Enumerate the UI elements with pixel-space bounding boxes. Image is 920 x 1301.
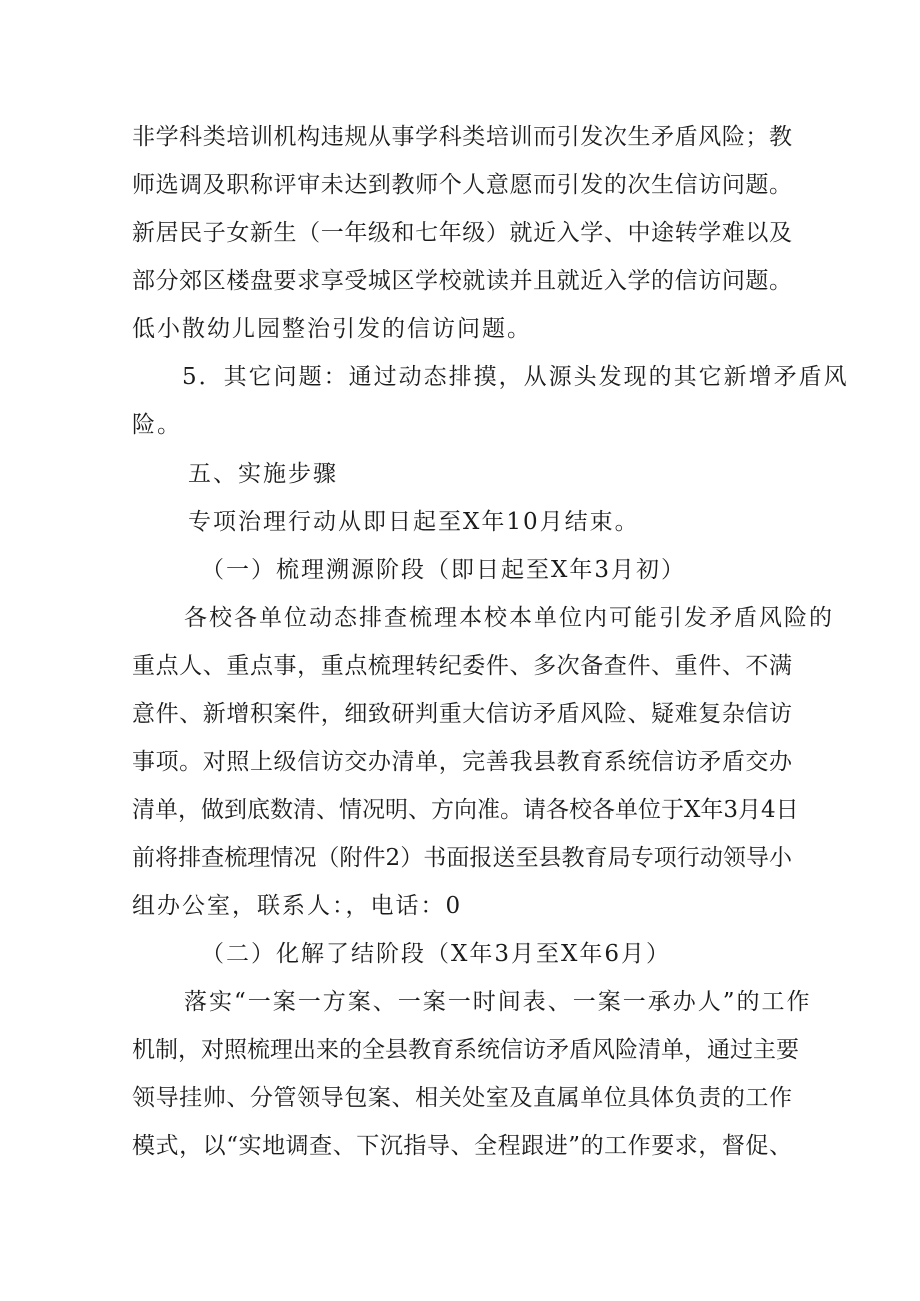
body-text-line: 重点人、重点事，重点梳理转纪委件、多次备查件、重件、不满 — [132, 653, 792, 679]
body-text-line: 意件、新增积案件，细致研判重大信访矛盾风险、疑难复杂信访 — [132, 701, 792, 727]
body-text-line: 师选调及职称评审未达到教师个人意愿而引发的次生信访问题。 — [132, 172, 792, 198]
body-text-line: 事项。对照上级信访交办清单，完善我县教育系统信访矛盾交办 — [132, 749, 792, 775]
body-text-line: 模式，以“实地调查、下沉指导、全程跟进”的工作要求，督促、 — [132, 1133, 792, 1159]
body-text-line: 各校各单位动态排查梳理本校本单位内可能引发矛盾风险的 — [184, 605, 834, 631]
body-text-line: 新居民子女新生（一年级和七年级）就近入学、中途转学难以及 — [132, 220, 792, 246]
body-text-line: 部分郊区楼盘要求享受城区学校就读并且就近入学的信访问题。 — [132, 268, 792, 294]
body-text-line: 非学科类培训机构违规从事学科类培训而引发次生矛盾风险；教 — [132, 124, 792, 150]
body-text-line: 险。 — [132, 412, 182, 438]
body-text-line: 领导挂帅、分管领导包案、相关处室及直属单位具体负责的工作 — [132, 1085, 792, 1111]
subsection-heading: （二）化解了结阶段（X年3月至X年6月） — [201, 941, 672, 967]
body-text-line: 专项治理行动从即日起至X年10月结束。 — [188, 509, 640, 535]
section-heading: 五、实施步骤 — [188, 461, 338, 487]
body-text-line: 机制，对照梳理出来的全县教育系统信访矛盾风险清单，通过主要 — [132, 1037, 799, 1063]
body-text-line: 前将排查梳理情况（附件2）书面报送至县教育局专项行动领导小 — [132, 845, 792, 871]
body-text-line: 低小散幼儿园整治引发的信访问题。 — [132, 316, 532, 342]
body-text-line: 落实“一案一方案、一案一时间表、一案一承办人”的工作 — [184, 989, 812, 1015]
subsection-heading: （一）梳理溯源阶段（即日起至X年3月初） — [201, 557, 687, 583]
body-text-line: 组办公室，联系人：，电话：0 — [132, 893, 463, 919]
body-text-line: 5．其它问题：通过动态排摸，从源头发现的其它新增矛盾风 — [182, 364, 849, 390]
body-text-line: 清单，做到底数清、情况明、方向准。请各校各单位于X年3月4日 — [132, 797, 799, 823]
